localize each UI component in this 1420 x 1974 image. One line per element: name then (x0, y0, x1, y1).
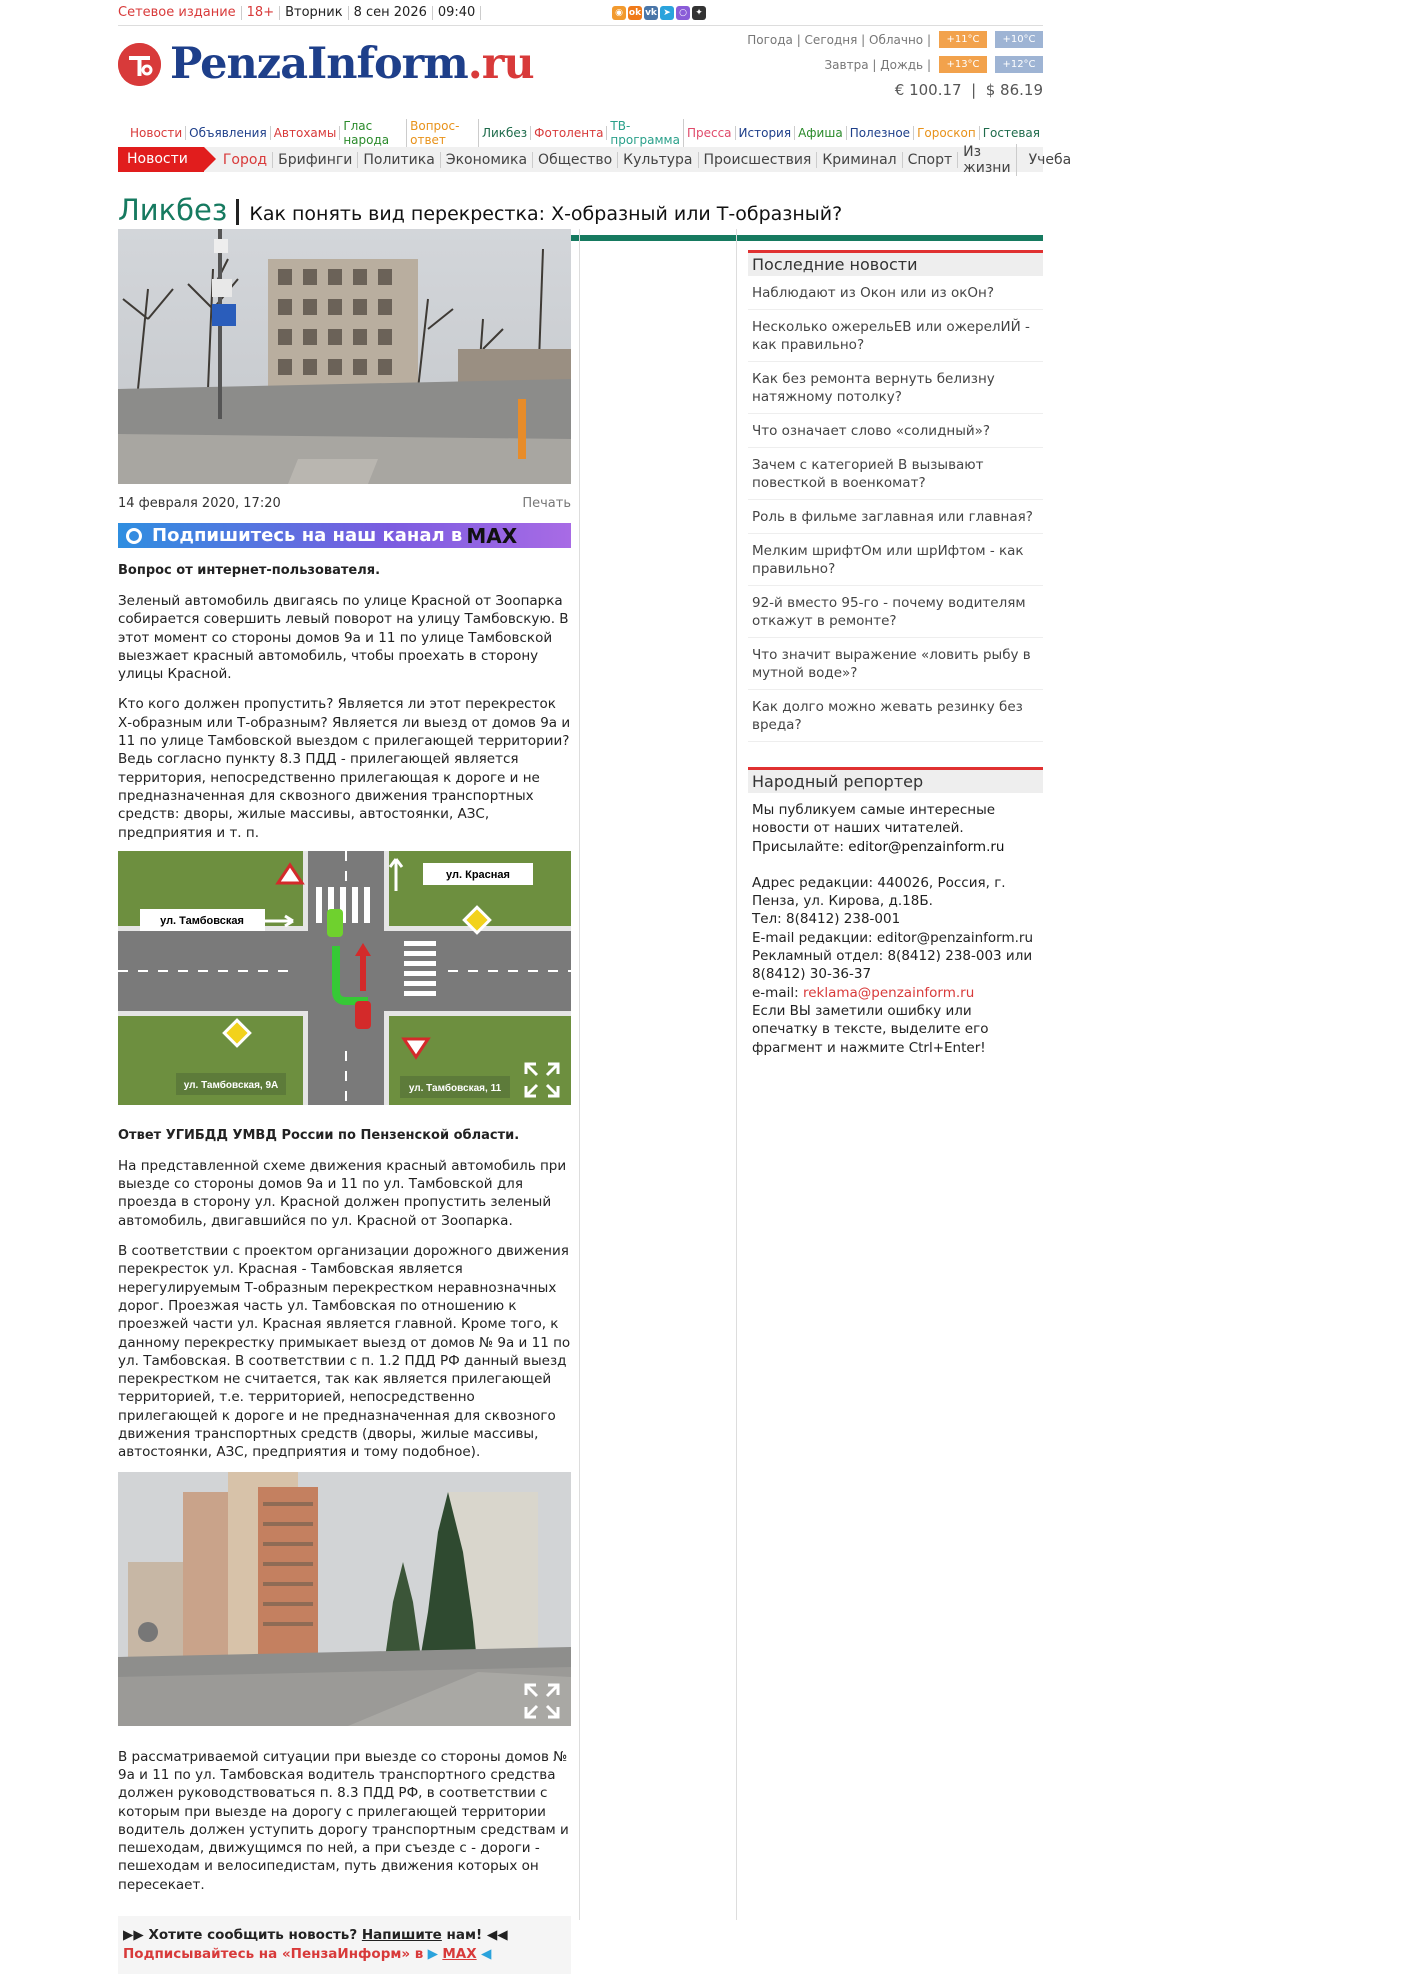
latest-news-item[interactable]: 92-й вместо 95-го - почему водителям откажут в ремонте? (748, 586, 1043, 638)
reporter-email[interactable]: editor@penzainform.ru (848, 838, 1005, 855)
latest-news-item[interactable]: Мелким шрифтОм или шрИфтом - как правильно? (748, 534, 1043, 586)
currency-rates (895, 81, 1043, 99)
arrow-right-icon: ▶ (427, 1945, 439, 1962)
article-meta (118, 496, 571, 511)
media-label[interactable]: Сетевое издание (118, 6, 242, 20)
social-links (612, 6, 706, 20)
latest-news-item[interactable]: Роль в фильме заглавная или главная? (748, 500, 1043, 534)
article-date: 14 февраля 2020, 17:20 (118, 496, 281, 511)
logo-text: PenzaInform (170, 39, 468, 89)
cta-text-b: нам! ◀◀ (446, 1926, 508, 1943)
reporter-intro: Мы публикуем самые интересные новости от наших читателей. (752, 802, 996, 837)
heading-divider (236, 199, 239, 225)
news-category-link[interactable]: Учеба (1028, 151, 1072, 168)
rss-icon[interactable]: ◉ (612, 6, 626, 20)
scheme-label-11: ул. Тамбовская, 11 (408, 1082, 502, 1094)
weather-tomorrow-night: +12°C (995, 56, 1043, 73)
cta-box (118, 1916, 571, 1974)
weather-today-label[interactable]: Погода | Сегодня | Облачно | (747, 32, 931, 47)
latest-news-item[interactable]: Наблюдают из Окон или из окОн? (748, 276, 1043, 310)
subscribe-max-banner[interactable] (118, 523, 571, 548)
editorial-email-label: E-mail редакции: (752, 929, 873, 946)
scheme-label-kras: ул. Красная (446, 868, 510, 881)
section-link[interactable]: Вопрос-ответ (407, 119, 479, 147)
paragraph-3: На представленной схеме движения красный автомобиль при выезде со стороны домов 9а и 11 по ул. Тамбовской для проезда в сторону ул. Красной должен пропустить зеленый автомобиль, двигавшийся по ул. Красной от Зоопарка. (118, 1157, 567, 1229)
logo-mark-icon (118, 43, 161, 86)
section-link[interactable]: Глас народа (340, 119, 407, 147)
arrow-left-icon: ◀ (480, 1945, 492, 1962)
section-link[interactable]: Объявления (186, 126, 271, 140)
weather-today-day: +11°C (939, 31, 987, 48)
section-title[interactable]: Ликбез (118, 193, 228, 227)
telegram-icon[interactable]: ➤ (660, 6, 674, 20)
weekday: Вторник (280, 6, 349, 20)
news-category-link[interactable]: Политика (358, 152, 440, 168)
section-link[interactable]: Новости (127, 126, 186, 140)
section-link[interactable]: ТВ-программа (607, 119, 684, 147)
latest-news-title: Последние новости (748, 250, 1043, 276)
paragraph-4: В соответствии с проектом организации дорожного движения перекресток ул. Красная - Тамбовская является нерегулируемым Т-образным перекрестком неравнозначных дорог. Проезжая часть ул. Тамбовская по отношению к проезжей части ул. Красная является главной. Кроме того, к данному перекрестку примыкает выезд от домов № 9а и 11 по ул. Тамбовская. В соответствии с п. 1.2 ПДД РФ данный выезд перекрестком не считается, так как является прилегающей территорией, т.е. территорией, непосредственно прилегающей к дороге и не предназначенная для сквозного движения транспортных средств (дворы, жилые массивы, автостоянки, АЗС, предприятия и тому подобное). (118, 1243, 571, 1461)
scheme-label-9a: ул. Тамбовская, 9А (183, 1079, 279, 1091)
news-category-link[interactable]: Из жизни (958, 144, 1016, 176)
news-category-link[interactable]: Криминал (817, 152, 902, 168)
cta-write-link[interactable]: Напишите (361, 1926, 442, 1943)
latest-news-item[interactable]: Что значит выражение «ловить рыбу в мутной воде»? (748, 638, 1043, 690)
scheme-label-tamb: ул. Тамбовская (160, 914, 244, 927)
paragraph-1: Зеленый автомобиль двигаясь по улице Красной от Зоопарка собирается совершить левый поворот на улицу Тамбовскую. В этот момент со стороны домов 9а и 11 по улице Тамбовской выезжает красный автомобиль, чтобы проехать в сторону улицы Красной. (118, 593, 569, 683)
time: 09:40 (433, 6, 481, 20)
section-link[interactable]: Гостевая (982, 126, 1040, 140)
sidebar (748, 250, 1043, 1065)
article (118, 229, 571, 1974)
vk-icon[interactable]: vk (645, 8, 657, 18)
news-category-link[interactable]: Брифинги (273, 152, 358, 168)
cta-subscribe-text: Подписывайтесь на «ПензаИнформ» в (123, 1945, 424, 1962)
nav-news-active[interactable]: Новости (118, 147, 204, 172)
column-divider (579, 229, 580, 1920)
ads-email-label: e-mail: (752, 984, 799, 1001)
sections-nav (118, 120, 1043, 146)
dzen-icon[interactable]: ✦ (692, 6, 706, 20)
age-rating: 18+ (242, 6, 280, 20)
date: 8 сен 2026 (349, 6, 433, 20)
ads-department: Рекламный отдел: 8(8412) 238-003 или 8(8412) 30-36-37 (752, 948, 1033, 983)
latest-news-list (748, 276, 1043, 742)
page (118, 0, 1072, 1962)
weather-tomorrow (824, 56, 1043, 73)
reporter-send: Присылайте: (752, 838, 844, 855)
section-link[interactable]: Фотолента (531, 126, 607, 140)
article-title: Как понять вид перекрестка: Х-образный или Т-образный? (249, 203, 843, 225)
news-category-link[interactable]: Культура (618, 152, 698, 168)
news-category-link[interactable]: Происшествия (699, 152, 818, 168)
eur-rate: € 100.17 (894, 81, 962, 99)
top-bar (118, 0, 1043, 26)
cta-text-a: ▶▶ Хотите сообщить новость? (123, 1926, 358, 1943)
expand-icon[interactable] (523, 1061, 561, 1099)
ads-email[interactable]: reklama@penzainform.ru (802, 984, 975, 1001)
reporter-title: Народный репортер (748, 767, 1043, 793)
latest-news-item[interactable]: Как долго можно жевать резинку без вреда? (748, 690, 1043, 742)
news-category-link[interactable]: Спорт (903, 152, 959, 168)
section-link[interactable]: Полезное (847, 126, 914, 140)
cta-max-link[interactable]: MAX (442, 1945, 477, 1962)
max-icon[interactable]: ○ (676, 6, 690, 20)
section-link[interactable]: Афиша (795, 126, 847, 140)
editorial-email[interactable]: editor@penzainform.ru (876, 929, 1034, 946)
intersection-scheme[interactable] (118, 851, 571, 1105)
article-photo-buildings[interactable] (118, 1472, 571, 1726)
editorial-address: Адрес редакции: 440026, Россия, г. Пенза, ул. Кирова, д.18Б. (752, 874, 1006, 910)
print-link[interactable]: Печать (522, 496, 571, 511)
question-lead: Вопрос от интернет-пользователя. (118, 563, 381, 578)
paragraph-2: Кто кого должен пропустить? Является ли этот перекресток Х-образным или Т-образным? Является ли выезд от домов 9а и 11 по улице Тамбовской выездом с прилегающей территории? Ведь согласно пункту 8.3 ПДД - прилегающей является территория, непосредственно прилегающая к дороге и не предназначенная для сквозного движения транспортных средств: дворы, жилые массивы, автостоянки, АЗС, предприятия и т. п. (118, 696, 571, 841)
max-logo-icon (126, 528, 142, 544)
weather-today-night: +10°C (995, 31, 1043, 48)
expand-icon[interactable] (523, 1682, 561, 1720)
reporter-block (748, 793, 1043, 1065)
site-logo[interactable] (118, 39, 534, 89)
section-link[interactable]: Ликбез (479, 126, 531, 140)
usd-rate: $ 86.19 (985, 81, 1043, 99)
article-photo-street[interactable] (118, 229, 571, 484)
news-category-link[interactable]: Экономика (441, 152, 533, 168)
news-nav (118, 143, 1072, 176)
section-link[interactable]: Автохамы (271, 126, 341, 140)
answer-lead: Ответ УГИБДД УМВД России по Пензенской области. (118, 1127, 520, 1143)
banner-brand: MAX (466, 523, 518, 548)
weather-tomorrow-day: +13°C (939, 56, 987, 73)
editorial-tel: Тел: 8(8412) 238-001 (752, 911, 901, 928)
latest-news-item[interactable]: Зачем с категорией В вызывают повесткой в военкомат? (748, 448, 1043, 500)
latest-news-item[interactable]: Несколько ожерельЕВ или ожерелИЙ - как правильно? (748, 310, 1043, 362)
weather-today (747, 31, 1043, 48)
banner-text: Подпишитесь на наш канал в (152, 525, 463, 546)
weather-tomorrow-label[interactable]: Завтра | Дождь | (824, 57, 931, 72)
latest-news-item[interactable]: Что означает слово «солидный»? (748, 414, 1043, 448)
rate-sep: | (971, 81, 977, 99)
section-link[interactable]: Пресса (684, 126, 736, 140)
news-category-link[interactable]: Город (218, 152, 273, 168)
error-report-note: Если ВЫ заметили ошибку или опечатку в тексте, выделите его фрагмент и нажмите Ctrl+Enter! (752, 1002, 989, 1056)
header (118, 26, 1043, 120)
paragraph-5: В рассматриваемой ситуации при выезде со стороны домов № 9а и 11 по ул. Тамбовская водитель транспортного средства должен руководствоваться п. 8.3 ПДД РФ, в соответствии с которым при выезде на дорогу с прилегающей территории водитель должен уступить дорогу транспортным средствам и пешеходам, движущимся по ней, а при съезде с - дороги - пешеходам и велосипедистам, путь движения которых он пересекает. (118, 1748, 569, 1893)
section-link[interactable]: История (736, 126, 796, 140)
news-category-link[interactable]: Общество (533, 152, 618, 168)
logo-tld: .ru (467, 39, 534, 89)
latest-news-item[interactable]: Как без ремонта вернуть белизну натяжному потолку? (748, 362, 1043, 414)
column-divider (736, 229, 737, 1920)
odnoklassniki-icon[interactable]: ok (628, 8, 642, 18)
section-link[interactable]: Гороскоп (914, 126, 980, 140)
